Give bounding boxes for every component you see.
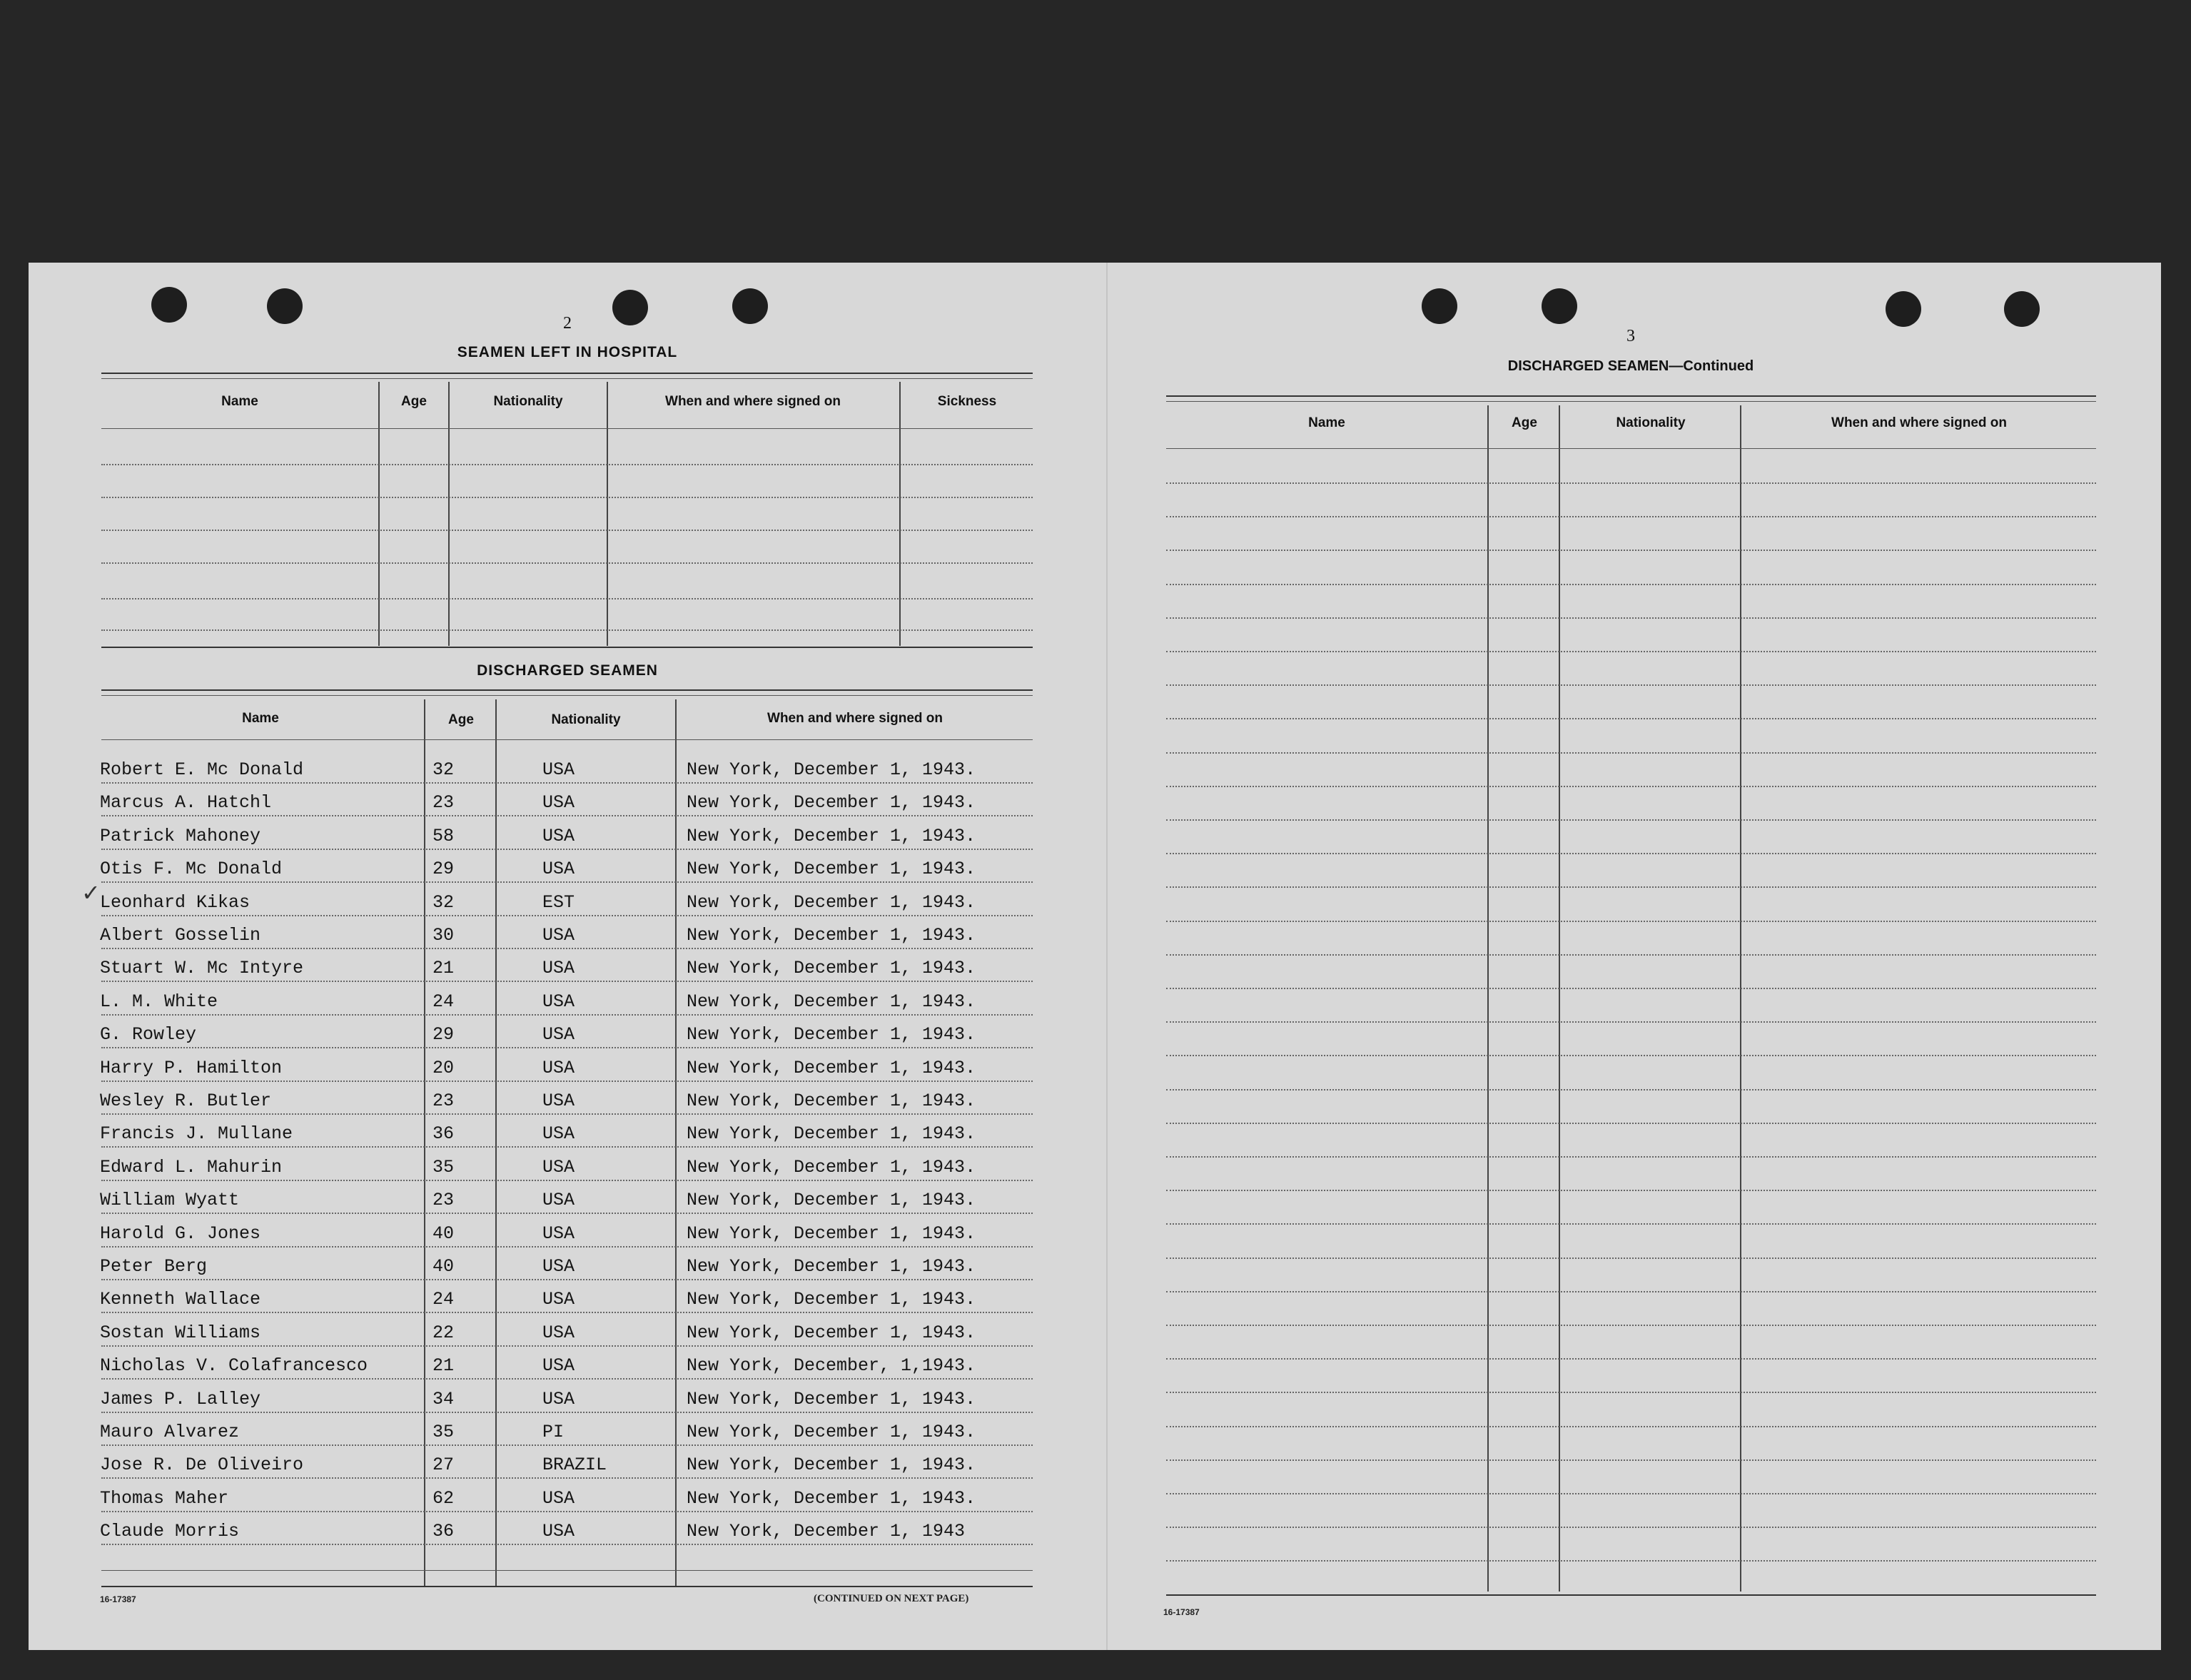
blank-row-line <box>1166 718 2096 719</box>
blank-row-line <box>1166 617 2096 619</box>
row-rule <box>101 1544 1033 1545</box>
punch-hole-icon <box>1422 288 1457 324</box>
discharged-age: 34 <box>432 1388 455 1410</box>
blank-row-line <box>1166 752 2096 754</box>
discharged-col-nationality: Nationality <box>551 712 621 727</box>
row-rule <box>101 1113 1033 1115</box>
discharged-age: 29 <box>432 1024 455 1046</box>
discharged-signed-on: New York, December 1, 1943. <box>687 925 976 946</box>
document-sheet <box>29 263 2161 1650</box>
discharged-nationality: USA <box>542 1223 575 1244</box>
row-rule <box>101 1081 1033 1082</box>
discharged-nationality: USA <box>542 1024 575 1046</box>
discharged-name: G. Rowley <box>100 1024 197 1046</box>
discharged-nationality: USA <box>542 1322 575 1343</box>
row-rule <box>101 782 1033 784</box>
check-mark-icon: ✓ <box>81 880 101 906</box>
discharged-col-age: Age <box>448 712 474 727</box>
discharged-nationality: USA <box>542 1156 575 1178</box>
discharged-nationality: EST <box>542 891 575 913</box>
hospital-col-age: Age <box>401 394 427 409</box>
row-rule <box>101 1213 1033 1214</box>
discharged-age: 30 <box>432 925 455 946</box>
discharged-nationality: USA <box>542 958 575 979</box>
form-number-left: 16-17387 <box>100 1594 136 1604</box>
discharged-signed-on: New York, December 1, 1943. <box>687 1057 976 1078</box>
right-top-rule <box>1166 395 2096 397</box>
discharged-signed-on: New York, December 1, 1943. <box>687 759 976 780</box>
hospital-divider <box>607 382 608 646</box>
discharged-nationality: USA <box>542 825 575 846</box>
discharged-age: 27 <box>432 1454 455 1476</box>
hospital-col-name: Name <box>221 394 258 409</box>
discharged-signed-on: New York, December 1, 1943. <box>687 825 976 846</box>
blank-row-line <box>1166 921 2096 922</box>
blank-row-line <box>1166 1560 2096 1562</box>
discharged-age: 23 <box>432 1190 455 1211</box>
discharged-divider <box>495 699 497 1586</box>
right-top-rule-2 <box>1166 401 2096 402</box>
discharged-name: Mauro Alvarez <box>100 1422 240 1442</box>
blank-row-line <box>1166 1156 2096 1158</box>
discharged-age: 20 <box>432 1057 455 1078</box>
blank-row-line <box>1166 886 2096 888</box>
discharged-age: 40 <box>432 1223 455 1244</box>
discharged-name: James P. Lalley <box>100 1388 261 1410</box>
discharged-nationality: USA <box>542 1091 575 1111</box>
punch-hole-icon <box>267 288 303 324</box>
row-rule <box>101 815 1033 816</box>
blank-row-line <box>1166 651 2096 652</box>
hospital-col-signed-on: When and where signed on <box>665 394 841 409</box>
row-rule <box>101 1444 1033 1446</box>
right-header-rule <box>1166 448 2096 449</box>
discharged-age: 29 <box>432 859 455 880</box>
hospital-row-line <box>101 464 1033 465</box>
right-col-age: Age <box>1512 415 1537 430</box>
discharged-name: Claude Morris <box>100 1521 240 1542</box>
blank-row-line <box>1166 1190 2096 1191</box>
discharged-name: Peter Berg <box>100 1256 208 1277</box>
hospital-col-sickness: Sickness <box>937 394 997 409</box>
discharged-name: Albert Gosselin <box>100 925 261 946</box>
discharged-signed-on: New York, December 1, 1943. <box>687 1123 976 1145</box>
hospital-row-line <box>101 562 1033 564</box>
blank-row-line <box>1166 1426 2096 1427</box>
blank-row-line <box>1166 1258 2096 1259</box>
discharged-nationality: USA <box>542 1289 575 1310</box>
discharged-name: Jose R. De Oliveiro <box>100 1454 304 1476</box>
hospital-bottom-rule <box>101 647 1033 648</box>
discharged-name: Harold G. Jones <box>100 1223 261 1244</box>
discharged-signed-on: New York, December 1, 1943. <box>687 1487 976 1509</box>
discharged-age: 23 <box>432 792 455 814</box>
discharged-name: Robert E. Mc Donald <box>100 759 304 780</box>
hospital-divider <box>899 382 901 646</box>
discharged-age: 32 <box>432 891 455 913</box>
blank-row-line <box>1166 1358 2096 1360</box>
row-rule <box>101 1511 1033 1512</box>
discharged-name: Kenneth Wallace <box>100 1289 261 1310</box>
discharged-nationality: USA <box>542 1123 575 1145</box>
discharged-section-title: DISCHARGED SEAMEN <box>477 662 658 679</box>
row-rule <box>101 981 1033 982</box>
continued-note: (CONTINUED ON NEXT PAGE) <box>814 1593 969 1604</box>
blank-row-line <box>1166 584 2096 585</box>
hospital-top-rule-2 <box>101 378 1033 379</box>
discharged-age: 35 <box>432 1422 455 1442</box>
blank-row-line <box>1166 819 2096 821</box>
discharged-name: Sostan Williams <box>100 1322 261 1343</box>
discharged-col-name: Name <box>242 711 279 726</box>
row-rule <box>101 1477 1033 1479</box>
discharged-name: Edward L. Mahurin <box>100 1156 283 1178</box>
row-rule <box>101 948 1033 949</box>
discharged-nationality: USA <box>542 1521 575 1542</box>
form-number-right: 16-17387 <box>1163 1607 1200 1617</box>
row-rule <box>101 1378 1033 1380</box>
blank-row-line <box>1166 1055 2096 1056</box>
row-rule <box>101 1279 1033 1280</box>
discharged-name: Harry P. Hamilton <box>100 1057 283 1078</box>
discharged-signed-on: New York, December 1, 1943. <box>687 1190 976 1211</box>
discharged-bottom-rule <box>101 1570 1033 1571</box>
discharged-name: Stuart W. Mc Intyre <box>100 958 304 979</box>
discharged-signed-on: New York, December 1, 1943. <box>687 1091 976 1111</box>
discharged-name: Francis J. Mullane <box>100 1123 293 1145</box>
discharged-signed-on: New York, December 1, 1943. <box>687 1422 976 1442</box>
discharged-age: 32 <box>432 759 455 780</box>
discharged-signed-on: New York, December 1, 1943 <box>687 1521 966 1542</box>
discharged-nationality: USA <box>542 991 575 1012</box>
row-rule <box>101 1412 1033 1413</box>
discharged-age: 36 <box>432 1521 455 1542</box>
hospital-row-line <box>101 530 1033 531</box>
discharged-name: Leonhard Kikas <box>100 891 251 913</box>
row-rule <box>101 1345 1033 1347</box>
discharged-top-rule-2 <box>101 695 1033 696</box>
page-number-left: 2 <box>563 314 572 333</box>
discharged-nationality: BRAZIL <box>542 1454 607 1476</box>
discharged-signed-on: New York, December 1, 1943. <box>687 859 976 880</box>
discharged-col-signed-on: When and where signed on <box>767 711 943 726</box>
discharged-header-rule <box>101 739 1033 740</box>
discharged-nationality: PI <box>542 1422 565 1442</box>
blank-row-line <box>1166 482 2096 484</box>
discharged-age: 36 <box>432 1123 455 1145</box>
discharged-age: 24 <box>432 991 455 1012</box>
discharged-signed-on: New York, December 1, 1943. <box>687 991 976 1012</box>
blank-row-line <box>1166 1223 2096 1225</box>
row-rule <box>101 849 1033 850</box>
hospital-header-rule <box>101 428 1033 429</box>
hospital-top-rule <box>101 373 1033 374</box>
punch-hole-icon <box>1542 288 1577 324</box>
discharged-continued-title: DISCHARGED SEAMEN—Continued <box>1507 358 1754 374</box>
blank-row-line <box>1166 684 2096 686</box>
discharged-name: Patrick Mahoney <box>100 825 261 846</box>
discharged-name: William Wyatt <box>100 1190 240 1211</box>
discharged-age: 58 <box>432 825 455 846</box>
discharged-signed-on: New York, December 1, 1943. <box>687 1156 976 1178</box>
discharged-signed-on: New York, December 1, 1943. <box>687 1256 976 1277</box>
blank-row-line <box>1166 1493 2096 1494</box>
discharged-age: 35 <box>432 1156 455 1178</box>
discharged-name: L. M. White <box>100 991 218 1012</box>
discharged-name: Wesley R. Butler <box>100 1091 272 1111</box>
blank-row-line <box>1166 1459 2096 1461</box>
hospital-row-line <box>101 598 1033 599</box>
blank-row-line <box>1166 853 2096 854</box>
discharged-nationality: USA <box>542 859 575 880</box>
discharged-signed-on: New York, December 1, 1943. <box>687 1289 976 1310</box>
page-number-right: 3 <box>1626 327 1635 345</box>
row-rule <box>101 1246 1033 1248</box>
discharged-age: 40 <box>432 1256 455 1277</box>
discharged-nationality: USA <box>542 1057 575 1078</box>
discharged-name: Thomas Maher <box>100 1487 229 1509</box>
discharged-signed-on: New York, December 1, 1943. <box>687 1322 976 1343</box>
discharged-age: 62 <box>432 1487 455 1509</box>
right-col-name: Name <box>1308 415 1345 430</box>
right-bottom-rule <box>1166 1594 2096 1596</box>
punch-hole-icon <box>151 287 187 323</box>
discharged-signed-on: New York, December, 1,1943. <box>687 1355 976 1377</box>
row-rule <box>101 1146 1033 1148</box>
hospital-divider <box>378 382 380 646</box>
blank-row-line <box>1166 786 2096 787</box>
discharged-signed-on: New York, December 1, 1943. <box>687 792 976 814</box>
right-col-signed-on: When and where signed on <box>1831 415 2007 430</box>
blank-row-line <box>1166 516 2096 517</box>
blank-row-line <box>1166 550 2096 551</box>
discharged-nationality: USA <box>542 1487 575 1509</box>
punch-hole-icon <box>612 290 648 325</box>
discharged-nationality: USA <box>542 1190 575 1211</box>
discharged-nationality: USA <box>542 925 575 946</box>
blank-row-line <box>1166 1021 2096 1023</box>
blank-row-line <box>1166 1123 2096 1124</box>
hospital-section-title: SEAMEN LEFT IN HOSPITAL <box>457 344 678 360</box>
discharged-nationality: USA <box>542 1355 575 1377</box>
discharged-signed-on: New York, December 1, 1943. <box>687 1388 976 1410</box>
discharged-age: 21 <box>432 1355 455 1377</box>
discharged-nationality: USA <box>542 1388 575 1410</box>
discharged-nationality: USA <box>542 1256 575 1277</box>
discharged-signed-on: New York, December 1, 1943. <box>687 1223 976 1244</box>
hospital-row-line <box>101 497 1033 498</box>
punch-hole-icon <box>2004 291 2040 327</box>
discharged-nationality: USA <box>542 759 575 780</box>
blank-row-line <box>1166 1527 2096 1528</box>
blank-row-line <box>1166 1325 2096 1326</box>
hospital-divider <box>448 382 450 646</box>
discharged-age: 24 <box>432 1289 455 1310</box>
discharged-top-rule <box>101 689 1033 691</box>
page-fold <box>1106 263 1108 1650</box>
punch-hole-icon <box>1886 291 1921 327</box>
discharged-age: 22 <box>432 1322 455 1343</box>
right-col-nationality: Nationality <box>1616 415 1686 430</box>
discharged-divider <box>675 699 677 1586</box>
row-rule <box>101 1047 1033 1048</box>
discharged-divider <box>424 699 425 1586</box>
discharged-age: 21 <box>432 958 455 979</box>
row-rule <box>101 1312 1033 1313</box>
discharged-name: Nicholas V. Colafrancesco <box>100 1355 368 1377</box>
hospital-col-nationality: Nationality <box>493 394 563 409</box>
row-rule <box>101 915 1033 916</box>
blank-row-line <box>1166 988 2096 989</box>
row-rule <box>101 1180 1033 1181</box>
discharged-nationality: USA <box>542 792 575 814</box>
discharged-bottom-rule-2 <box>101 1586 1033 1587</box>
discharged-signed-on: New York, December 1, 1943. <box>687 1024 976 1046</box>
row-rule <box>101 881 1033 883</box>
discharged-signed-on: New York, December 1, 1943. <box>687 958 976 979</box>
hospital-row-line <box>101 629 1033 631</box>
blank-row-line <box>1166 1392 2096 1393</box>
blank-row-line <box>1166 1291 2096 1292</box>
blank-row-line <box>1166 1089 2096 1091</box>
discharged-signed-on: New York, December 1, 1943. <box>687 1454 976 1476</box>
discharged-name: Otis F. Mc Donald <box>100 859 283 880</box>
punch-hole-icon <box>732 288 768 324</box>
row-rule <box>101 1014 1033 1016</box>
blank-row-line <box>1166 954 2096 956</box>
discharged-age: 23 <box>432 1091 455 1111</box>
discharged-name: Marcus A. Hatchl <box>100 792 272 814</box>
discharged-signed-on: New York, December 1, 1943. <box>687 891 976 913</box>
